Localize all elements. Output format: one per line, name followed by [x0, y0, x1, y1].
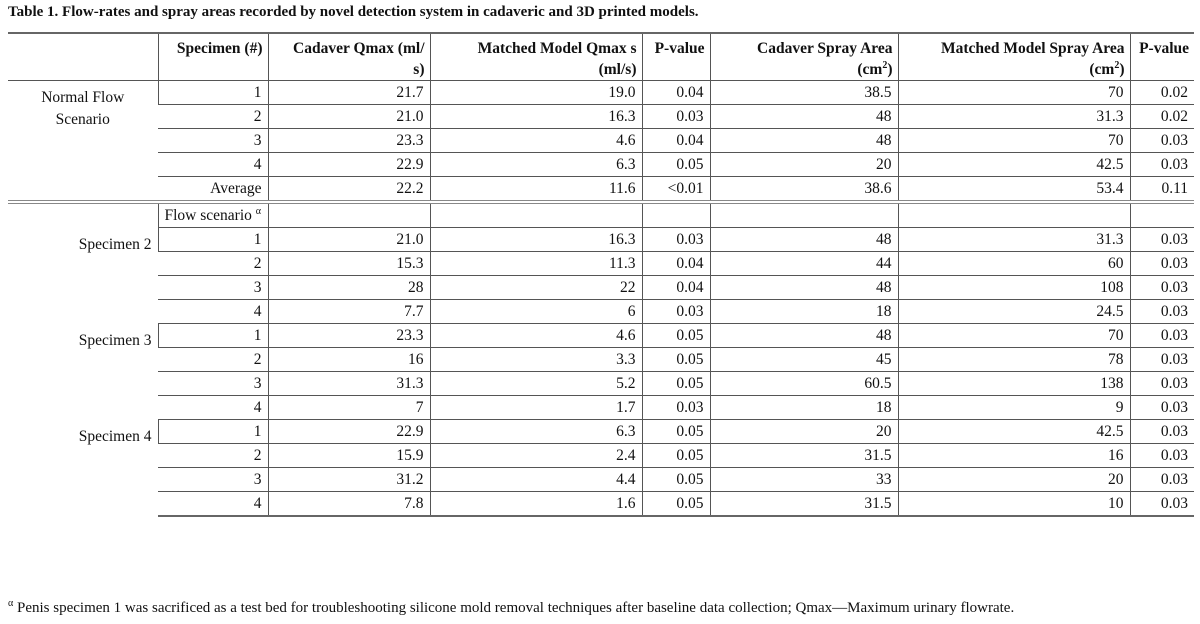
cell-cq: 23.3	[268, 129, 430, 153]
cell-mq: 6	[430, 300, 642, 324]
table-row	[8, 444, 1194, 468]
cell-ma: 20	[898, 468, 1130, 492]
cell-p1: 0.04	[642, 252, 710, 276]
cell-ca: 18	[710, 396, 898, 420]
cell-ma: 70	[898, 324, 1130, 348]
table-row	[8, 420, 1194, 444]
cell-p2: 0.11	[1130, 177, 1194, 203]
cell-mq: 4.6	[430, 324, 642, 348]
cell-cq: 7.8	[268, 492, 430, 517]
cell-p2: 0.03	[1130, 468, 1194, 492]
cell-mq: 6.3	[430, 420, 642, 444]
cell-id: 3	[158, 276, 268, 300]
cell-p2: 0.03	[1130, 324, 1194, 348]
cell-p2: 0.03	[1130, 129, 1194, 153]
cell-ma: 9	[898, 396, 1130, 420]
group-label: Specimen 4	[78, 427, 152, 445]
footnote: $^\alpha$ Penis specimen 1 was sacrificed as a test bed for troubleshooting silicone mold removal techniques after baseline data collection; Qmax—Maximum urinary flowrate.	[8, 598, 1015, 616]
cell-id: 3	[158, 129, 268, 153]
cell-id: Average	[158, 177, 268, 203]
cell-cq: 22.2	[268, 177, 430, 203]
cell-p1: 0.05	[642, 468, 710, 492]
cell-p2: 0.03	[1130, 444, 1194, 468]
cell-p2: 0.03	[1130, 252, 1194, 276]
table-row	[8, 153, 1194, 177]
table-caption: Table 1. Flow-rates and spray areas recorded by novel detection system in cadaveric and 3D printed models.	[8, 4, 699, 20]
cell-cq: 21.0	[268, 105, 430, 129]
cell-id: 4	[158, 492, 268, 517]
cell-cq: 15.9	[268, 444, 430, 468]
cell-p2: 0.03	[1130, 228, 1194, 252]
cell-id: 1	[158, 420, 268, 444]
cell-ca: 31.5	[710, 444, 898, 468]
empty-cell	[710, 202, 898, 228]
cell-id: 2	[158, 348, 268, 372]
group-label: Specimen 2	[78, 235, 152, 253]
cell-id: 4	[158, 153, 268, 177]
cell-id: 3	[158, 372, 268, 396]
cell-ma: 70	[898, 81, 1130, 105]
cell-ca: 33	[710, 468, 898, 492]
cell-mq: 6.3	[430, 153, 642, 177]
cell-ma: 42.5	[898, 153, 1130, 177]
cell-mq: 2.4	[430, 444, 642, 468]
cell-ca: 44	[710, 252, 898, 276]
table-row	[8, 228, 1194, 252]
cell-p1: 0.03	[642, 396, 710, 420]
table-row	[8, 129, 1194, 153]
cell-p2: 0.02	[1130, 81, 1194, 105]
group-label: Normal Flow Scenario	[8, 81, 158, 203]
cell-id: 1	[158, 228, 268, 252]
cell-p2: 0.03	[1130, 420, 1194, 444]
table-row	[8, 324, 1194, 348]
cell-id: 2	[158, 105, 268, 129]
cell-p1: 0.05	[642, 444, 710, 468]
cell-mq: 4.6	[430, 129, 642, 153]
cell-ca: 18	[710, 300, 898, 324]
cell-cq: 31.2	[268, 468, 430, 492]
cell-cq: 23.3	[268, 324, 430, 348]
cell-cq: 21.7	[268, 81, 430, 105]
cell-cq: 21.0	[268, 228, 430, 252]
cell-p2: 0.03	[1130, 276, 1194, 300]
cell-ca: 48	[710, 276, 898, 300]
empty-cell	[430, 202, 642, 228]
empty-cell	[1130, 202, 1194, 228]
cell-p1: 0.04	[642, 276, 710, 300]
cell-cq: 22.9	[268, 153, 430, 177]
cell-ma: 108	[898, 276, 1130, 300]
flow-scenario-label: Flow scenario $^\alpha$	[158, 202, 268, 228]
cell-ma: 24.5	[898, 300, 1130, 324]
cell-ma: 78	[898, 348, 1130, 372]
cell-ca: 48	[710, 324, 898, 348]
empty-cell	[898, 202, 1130, 228]
cell-p2: 0.03	[1130, 300, 1194, 324]
header-model-qmax: Matched Model Qmax s (ml/s)	[430, 33, 642, 81]
cell-mq: 16.3	[430, 228, 642, 252]
cell-ca: 20	[710, 420, 898, 444]
cell-ma: 10	[898, 492, 1130, 517]
cell-ca: 48	[710, 129, 898, 153]
cell-p1: 0.05	[642, 420, 710, 444]
cell-cq: 31.3	[268, 372, 430, 396]
cell-ma: 31.3	[898, 228, 1130, 252]
cell-cq: 28	[268, 276, 430, 300]
header-pvalue-2: P-value	[1130, 33, 1194, 81]
cell-id: 1	[158, 81, 268, 105]
cell-mq: 1.6	[430, 492, 642, 517]
header-cadaver-area: Cadaver Spray Area $(cm^2)$	[710, 33, 898, 81]
cell-ma: 31.3	[898, 105, 1130, 129]
table-row	[8, 105, 1194, 129]
header-row	[8, 33, 1194, 81]
cell-mq: 22	[430, 276, 642, 300]
cell-cq: 22.9	[268, 420, 430, 444]
cell-ca: 38.6	[710, 177, 898, 203]
table-row	[8, 468, 1194, 492]
cell-mq: 11.6	[430, 177, 642, 203]
table-row	[8, 372, 1194, 396]
table-row	[8, 81, 1194, 105]
cell-mq: 5.2	[430, 372, 642, 396]
cell-mq: 1.7	[430, 396, 642, 420]
cell-ca: 20	[710, 153, 898, 177]
cell-cq: 16	[268, 348, 430, 372]
cell-p1: 0.03	[642, 228, 710, 252]
cell-mq: 11.3	[430, 252, 642, 276]
cell-ma: 138	[898, 372, 1130, 396]
header-pvalue-1: P-value	[642, 33, 710, 81]
cell-p1: 0.04	[642, 81, 710, 105]
header-model-area: Matched Model Spray Area $(cm^2)$	[898, 33, 1130, 81]
cell-id: 3	[158, 468, 268, 492]
cell-id: 2	[158, 252, 268, 276]
cell-ma: 60	[898, 252, 1130, 276]
cell-ma: 42.5	[898, 420, 1130, 444]
flow-scenario-row	[8, 202, 1194, 228]
cell-p2: 0.03	[1130, 372, 1194, 396]
cell-p2: 0.02	[1130, 105, 1194, 129]
cell-ca: 60.5	[710, 372, 898, 396]
cell-mq: 19.0	[430, 81, 642, 105]
cell-ma: 53.4	[898, 177, 1130, 203]
table-row	[8, 276, 1194, 300]
cell-p1: 0.05	[642, 372, 710, 396]
cell-ca: 38.5	[710, 81, 898, 105]
cell-p1: 0.05	[642, 348, 710, 372]
table-row	[8, 348, 1194, 372]
data-table	[8, 32, 1194, 517]
table-row	[8, 252, 1194, 276]
group-label: Specimen 3	[78, 331, 152, 349]
table-row	[8, 300, 1194, 324]
cell-p1: 0.04	[642, 129, 710, 153]
cell-id: 2	[158, 444, 268, 468]
cell-p1: 0.05	[642, 492, 710, 517]
cell-cq: 15.3	[268, 252, 430, 276]
empty-cell	[268, 202, 430, 228]
cell-cq: 7.7	[268, 300, 430, 324]
cell-p1: 0.05	[642, 153, 710, 177]
cell-p1: 0.03	[642, 105, 710, 129]
cell-ca: 48	[710, 228, 898, 252]
cell-mq: 3.3	[430, 348, 642, 372]
cell-mq: 16.3	[430, 105, 642, 129]
cell-id: 1	[158, 324, 268, 348]
cell-ma: 16	[898, 444, 1130, 468]
cell-p2: 0.03	[1130, 396, 1194, 420]
cell-ca: 48	[710, 105, 898, 129]
cell-p1: <0.01	[642, 177, 710, 203]
cell-ca: 45	[710, 348, 898, 372]
cell-ca: 31.5	[710, 492, 898, 517]
header-cadaver-qmax: Cadaver Qmax (ml/ s)	[268, 33, 430, 81]
cell-p2: 0.03	[1130, 153, 1194, 177]
header-blank	[8, 33, 158, 81]
cell-ma: 70	[898, 129, 1130, 153]
cell-id: 4	[158, 300, 268, 324]
cell-mq: 4.4	[430, 468, 642, 492]
header-specimen: Specimen (#)	[158, 33, 268, 81]
cell-p2: 0.03	[1130, 348, 1194, 372]
cell-id: 4	[158, 396, 268, 420]
empty-cell	[642, 202, 710, 228]
table-row	[8, 177, 1194, 203]
cell-p2: 0.03	[1130, 492, 1194, 517]
empty-cell	[8, 202, 158, 228]
cell-cq: 7	[268, 396, 430, 420]
cell-p1: 0.03	[642, 300, 710, 324]
cell-p1: 0.05	[642, 324, 710, 348]
table-row	[8, 396, 1194, 420]
table-row	[8, 492, 1194, 517]
